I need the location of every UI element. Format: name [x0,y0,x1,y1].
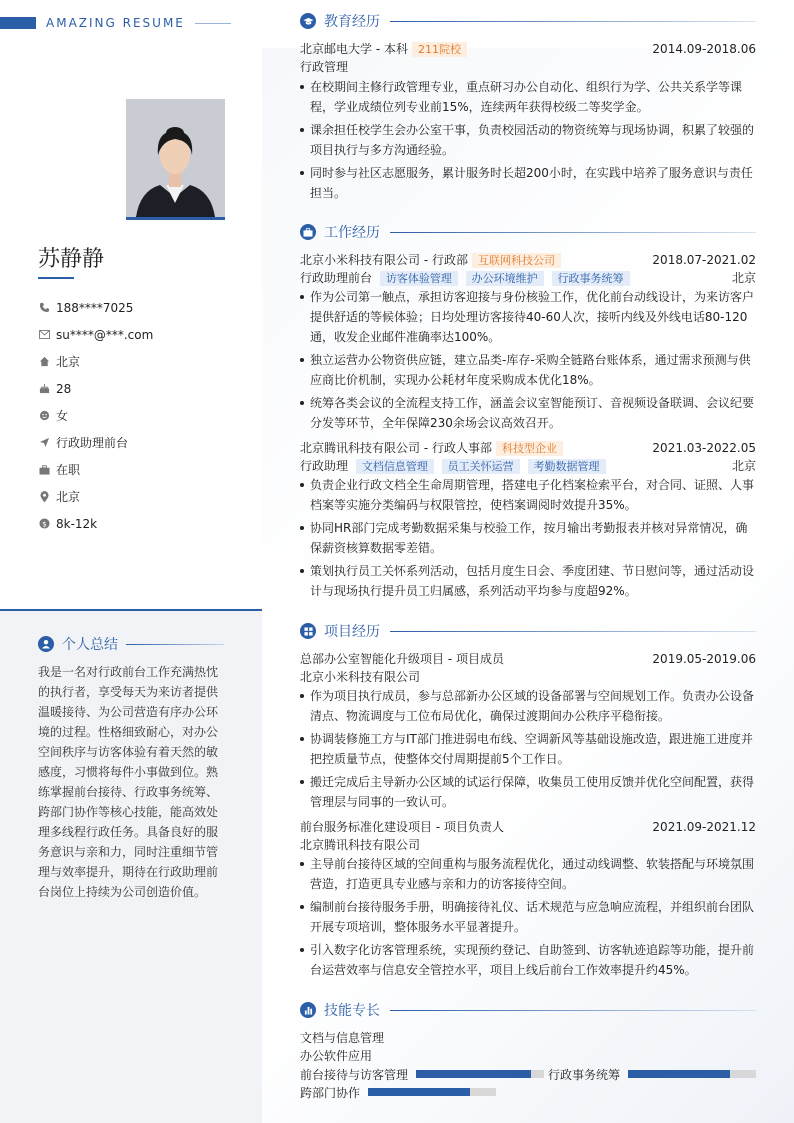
job-2-city: 北京 [731,459,756,473]
summary-title-text: 个人总结 [62,637,118,653]
education-title-text: 教育经历 [324,14,380,30]
project-1-bullets [300,686,756,815]
job-1-role-group [300,269,630,287]
person-photo-icon [126,99,225,217]
project-1-header [300,650,756,668]
brand-text: AMAZING RESUME [46,16,185,30]
job-2-role-line [300,457,756,475]
job-2-role: 行政助理 [300,459,349,473]
skills-section-title [300,1000,756,1020]
profile-photo [126,99,225,220]
list-item: 课余担任校学生会办公室干事，负责校园活动的物资统筹与现场协调，积累了较强的项目执行与多方沟通经验。 [300,120,756,160]
job-2-company: 北京腾讯科技有限公司 - 行政人事部 [300,441,492,455]
education-school-line [300,40,467,58]
job-1-city: 北京 [731,271,756,285]
job-2-company-line [300,439,563,457]
skill-bar-fill [368,1088,470,1096]
projects-title-text: 项目经历 [324,624,380,640]
project-2-name: 前台服务标准化建设项目 - 项目负责人 [300,820,504,834]
skill-plain: 文档与信息管理 [300,1031,385,1045]
skill-bar [416,1070,544,1078]
job-2-tag: 科技型企业 [496,441,563,456]
job-1-skill-tag: 行政事务统筹 [552,271,630,286]
list-item: 搬迁完成后主导新办公区域的试运行保障，收集员工使用反馈并优化空间配置，获得管理层与同事的一致认可。 [300,772,756,812]
salary-text: 8k-12k [56,516,98,531]
phone-icon [38,302,50,314]
job-1-role: 行政助理前台 [300,271,373,285]
project-2-period: 2021.09-2021.12 [652,820,756,834]
skill-bar-row [300,1083,496,1101]
job-1-company: 北京小米科技有限公司 - 行政部 [300,253,468,267]
gender-text: 女 [56,409,69,423]
mail-icon [38,329,50,341]
job-2-skill-tag: 考勤数据管理 [528,459,606,474]
brand-header [0,14,231,32]
job-1-bullets [300,287,756,436]
job-2-period: 2021.03-2022.05 [652,441,756,455]
education-period: 2014.09-2018.06 [652,42,756,56]
contact-info-list [38,294,153,537]
skills-title-line [390,1010,756,1011]
info-age [38,375,153,402]
summary-title-line [126,644,224,645]
job-2-skill-tag: 员工关怀运营 [442,459,520,474]
location-text: 北京 [56,490,81,504]
education-tag: 211院校 [412,42,467,57]
job-1-header [300,251,756,269]
profile-name: 苏静静 [38,247,105,272]
phone-text: 188****7025 [56,300,134,315]
briefcase-icon [38,464,50,476]
send-icon [38,437,50,449]
brand-line [195,23,231,24]
project-2-org: 北京腾讯科技有限公司 [300,838,421,852]
home-text: 北京 [56,355,81,369]
job-1-company-line [300,251,561,269]
list-item: 作为公司第一触点，承担访客迎接与身份核验工作，优化前台动线设计，为来访客户提供舒适的等候体验；日均处理访客接待40-60人次，接听内线及外线电话80-120通，收发企业邮件准确率达100%。 [300,287,756,347]
job-1-tag: 互联网科技公司 [472,253,561,268]
list-item: 独立运营办公物资供应链，建立品类-库存-采购全链路台账体系，通过需求预测与供应商比价机制，实现办公耗材年度采购成本优化18%。 [300,350,756,390]
education-bullets [300,77,756,206]
location-icon [38,491,50,503]
education-title-line [390,21,756,22]
skill-name: 前台接待与访客管理 [300,1067,409,1082]
svg-text:$: $ [41,519,47,529]
education-section-title [300,11,756,31]
job-2-skill-tag: 文档信息管理 [356,459,434,474]
list-item: 在校期间主修行政管理专业，重点研习办公自动化、组织行为学、公共关系学等课程，学业成绩位列专业前15%，连续两年获得校级二等奖学金。 [300,77,756,117]
skill-bar-fill [416,1070,531,1078]
info-status [38,456,153,483]
job-2-bullets [300,475,756,604]
list-item: 统筹各类会议的全流程支持工作，涵盖会议室智能预订、音视频设备联调、会议纪要分发等环节，全年保障230余场会议高效召开。 [300,393,756,433]
skill-bar-row [300,1065,756,1083]
name-underline [38,277,74,279]
skill-bar [628,1070,756,1078]
projects-section-title [300,621,756,641]
info-email [38,321,153,348]
skills-title-text: 技能专长 [324,1003,380,1019]
grid-icon [300,623,316,639]
status-text: 在职 [56,463,81,477]
list-item: 协调装修施工方与IT部门推进弱电布线、空调新风等基础设施改造，跟进施工进度并把控质量节点，使整体交付周期提前5个工作日。 [300,729,756,769]
project-1-name: 总部办公室智能化升级项目 - 项目成员 [300,652,504,666]
info-location [38,483,153,510]
project-1-org: 北京小米科技有限公司 [300,670,421,684]
skill-name: 行政事务统筹 [548,1067,621,1082]
list-item: 引入数字化访客管理系统，实现预约登记、自助签到、访客轨迹追踪等功能，提升前台运营效率与信息安全管控水平，项目上线后前台工作效率提升约45%。 [300,940,756,980]
list-item: 主导前台接待区域的空间重构与服务流程优化，通过动线调整、软装搭配与环境氛围营造，打造更具专业感与亲和力的访客接待空间。 [300,854,756,894]
gender-icon [38,410,50,422]
job-1-role-line [300,269,756,287]
job-1-skill-tag: 办公环境维护 [466,271,544,286]
person-icon [38,636,54,652]
list-item: 策划执行员工关怀系列活动，包括月度生日会、季度团建、节日慰问等，通过活动设计与现场执行提升员工归属感，系列活动平均参与度超92%。 [300,561,756,601]
summary-text: 我是一名对行政前台工作充满热忱的执行者，享受每天为来访者提供温暖接待、为公司营造有序办公环境的过程。性格细致耐心，对办公空间秩序与访客体验有着天然的敏感度，习惯将每件小事做到位。熟练掌握前台接待、行政事务统筹、跨部门协作等核心技能，能高效处理多线程行政任务。具备良好的服务意识与亲和力，同时注重细节管理与效率提升，期待在行政助理前台岗位上持续为公司创造价值。 [38,665,219,899]
skill-name: 跨部门协作 [300,1085,361,1100]
job-1-skill-tag: 访客体验管理 [380,271,458,286]
list-item: 作为项目执行成员，参与总部新办公区域的设备部署与空间规划工作。负责办公设备清点、物流调度与工位布局优化，确保过渡期间办公秩序平稳衔接。 [300,686,756,726]
project-2-header [300,818,756,836]
bar-chart-icon [300,1002,316,1018]
work-section-title [300,222,756,242]
project-1-period: 2019.05-2019.06 [652,652,756,666]
education-school: 北京邮电大学 - 本科 [300,42,408,56]
info-gender [38,402,153,429]
education-major: 行政管理 [300,60,349,74]
skill-bar [368,1088,496,1096]
projects-title-line [390,631,756,632]
info-phone [38,294,153,321]
job-2-role-group [300,457,606,475]
job-2-header [300,439,756,457]
brand-bar [0,17,36,29]
email-text: su****@***.com [56,327,154,342]
list-item: 协同HR部门完成考勤数据采集与校验工作，按月输出考勤报表并核对异常情况，确保薪资核算数据零差错。 [300,518,756,558]
project-2-bullets [300,854,756,983]
list-item: 同时参与社区志愿服务，累计服务时长超200小时，在实践中培养了服务意识与责任担当。 [300,163,756,203]
position-text: 行政助理前台 [56,436,129,450]
list-item: 编制前台接待服务手册，明确接待礼仪、话术规范与应急响应流程，并组织前台团队开展专项培训，整体服务水平显著提升。 [300,897,756,937]
summary-section-title [38,634,224,654]
education-header [300,40,756,58]
skill-plain: 办公软件应用 [300,1049,373,1063]
salary-icon [38,518,50,530]
briefcase-section-icon [300,224,316,240]
cake-icon [38,383,50,395]
graduation-cap-icon [300,13,316,29]
work-title-line [390,232,756,233]
home-icon [38,356,50,368]
info-position [38,429,153,456]
job-1-period: 2018.07-2021.02 [652,253,756,267]
info-salary [38,510,153,537]
work-title-text: 工作经历 [324,225,380,241]
list-item: 负责企业行政文档全生命周期管理，搭建电子化档案检索平台，对合同、证照、人事档案等实施分类编码与权限管控，使档案调阅时效提升35%。 [300,475,756,515]
skill-bar-fill [628,1070,730,1078]
info-home [38,348,153,375]
age-text: 28 [56,381,72,396]
